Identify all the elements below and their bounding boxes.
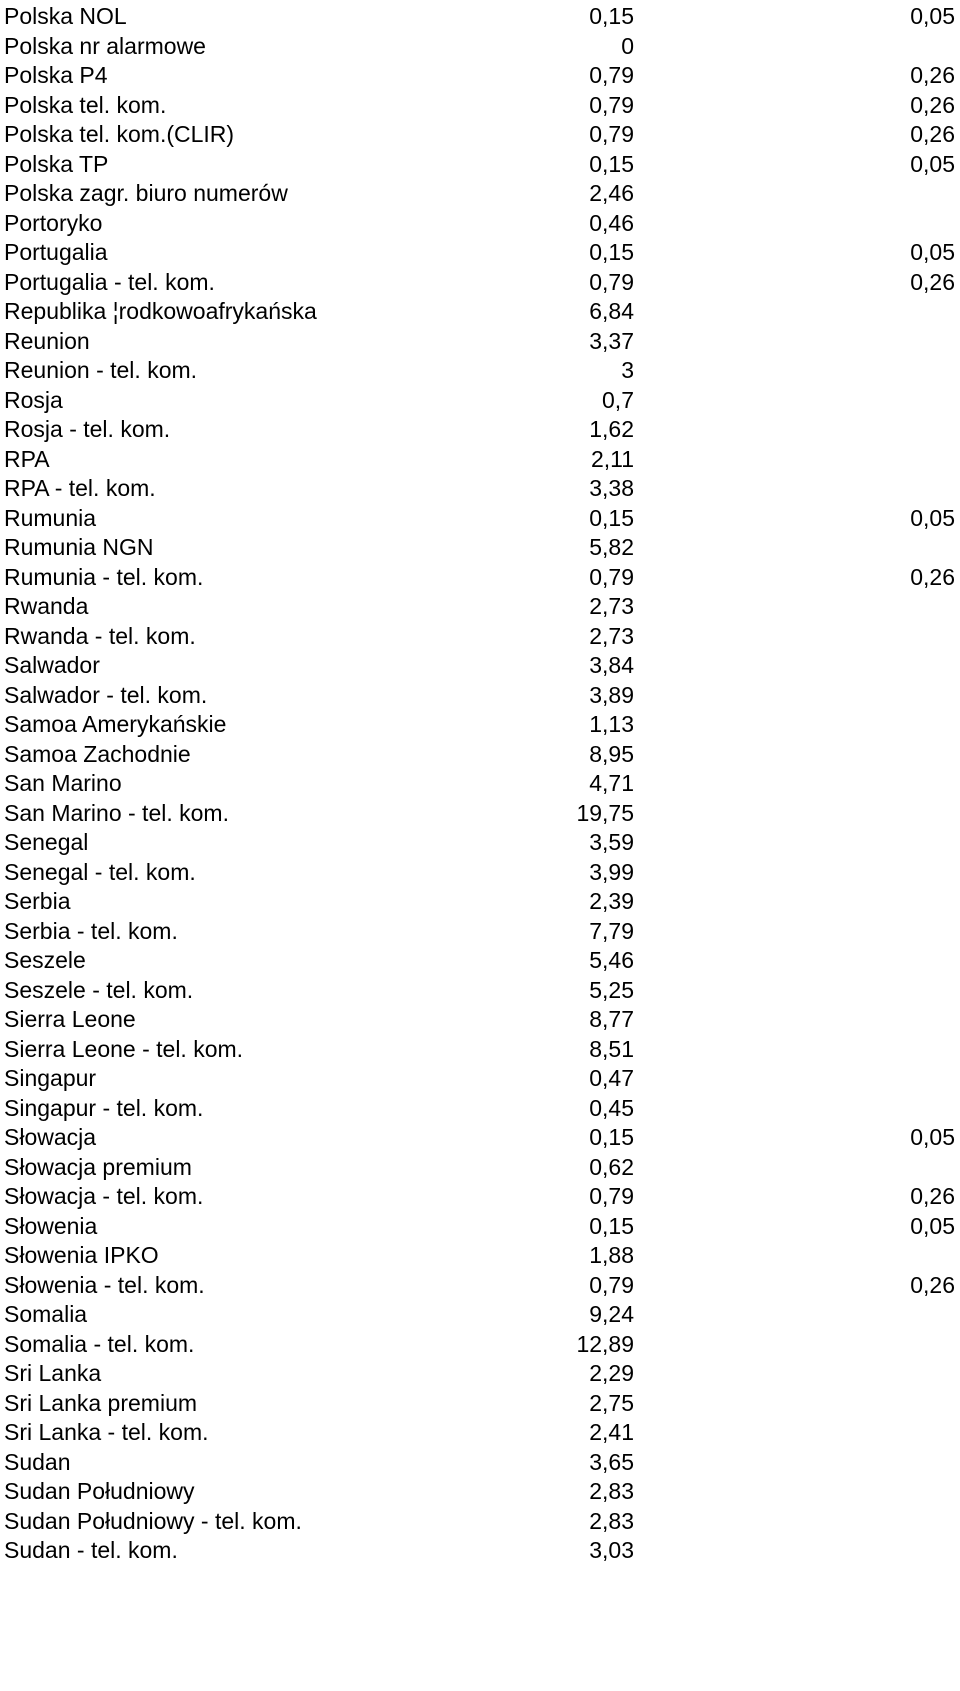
destination-name: Sri Lanka - tel. kom. [4, 1419, 209, 1445]
rate-value: 0,79 [589, 62, 634, 88]
rate-value-secondary: 0,05 [910, 504, 955, 531]
destination-name: Salwador [4, 652, 100, 678]
rate-value: 0,15 [589, 3, 634, 29]
rate-value: 3,03 [589, 1537, 634, 1563]
destination-name: Somalia - tel. kom. [4, 1330, 195, 1357]
table-row [0, 1416, 960, 1448]
rate-value-secondary: 0,26 [910, 121, 955, 147]
table-row [0, 915, 960, 947]
rate-value: 3,99 [589, 858, 634, 885]
destination-name: Polska zagr. biuro numerów [4, 180, 288, 206]
rate-value: 0,79 [589, 563, 634, 590]
table-row [0, 325, 960, 357]
destination-name: Reunion [4, 327, 90, 354]
table-row [0, 1357, 960, 1389]
table-row [0, 590, 960, 622]
table-row [0, 1328, 960, 1360]
rate-value: 3,84 [589, 652, 634, 678]
table-row [0, 708, 960, 740]
table-row [0, 1180, 960, 1212]
destination-name: Samoa Amerykańskie [4, 711, 227, 737]
rate-value: 0,79 [589, 121, 634, 147]
table-row [0, 502, 960, 534]
rate-value: 1,13 [589, 711, 634, 737]
table-row [0, 472, 960, 504]
destination-name: Polska tel. kom.(CLIR) [4, 121, 235, 147]
destination-name: Samoa Zachodnie [4, 740, 191, 767]
rate-value: 2,29 [589, 1360, 634, 1386]
destination-name: Polska TP [4, 150, 109, 177]
table-row [0, 1534, 960, 1566]
table-row [0, 649, 960, 681]
rate-value: 0,15 [589, 1124, 634, 1150]
table-row [0, 679, 960, 711]
table-row [0, 1505, 960, 1537]
rate-value: 1,62 [589, 416, 634, 442]
rate-value-secondary: 0,05 [910, 239, 955, 265]
table-row [0, 413, 960, 445]
rate-value: 8,77 [589, 1006, 634, 1032]
rate-value: 12,89 [576, 1330, 634, 1357]
table-row [0, 561, 960, 593]
rate-value: 3,59 [589, 829, 634, 855]
rate-value: 2,83 [589, 1478, 634, 1504]
rate-value: 0,47 [589, 1065, 634, 1091]
destination-name: Singapur [4, 1065, 97, 1091]
rate-value: 3,65 [589, 1448, 634, 1475]
table-row [0, 797, 960, 829]
table-row [0, 1298, 960, 1330]
destination-name: Słowenia - tel. kom. [4, 1271, 205, 1298]
table-row [0, 266, 960, 298]
rate-value: 2,41 [589, 1419, 634, 1445]
destination-name: Singapur - tel. kom. [4, 1094, 204, 1121]
rate-value: 2,73 [589, 593, 634, 619]
destination-name: Słowenia IPKO [4, 1242, 159, 1268]
table-row [0, 148, 960, 180]
table-row [0, 1092, 960, 1124]
table-row [0, 30, 960, 62]
rate-value: 2,75 [589, 1389, 634, 1416]
rate-value: 0 [621, 32, 634, 59]
rate-value: 2,73 [589, 622, 634, 649]
rate-value: 1,88 [589, 1242, 634, 1268]
destination-name: Rumunia [4, 504, 97, 531]
rate-value: 3,37 [589, 327, 634, 354]
destination-name: RPA - tel. kom. [4, 475, 156, 501]
destination-name: Rwanda - tel. kom. [4, 622, 196, 649]
rate-value: 4,71 [589, 770, 634, 796]
destination-name: RPA [4, 445, 50, 472]
destination-name: San Marino - tel. kom. [4, 799, 229, 826]
rate-value-secondary: 0,26 [910, 268, 955, 295]
rate-value: 0,15 [589, 150, 634, 177]
table-row [0, 885, 960, 917]
rate-value: 2,11 [590, 445, 634, 472]
rate-value: 0,79 [589, 1271, 634, 1298]
rate-value: 0,62 [589, 1153, 634, 1180]
rate-value: 8,51 [589, 1035, 634, 1062]
destination-name: Polska NOL [4, 3, 127, 29]
table-row [0, 974, 960, 1006]
destination-name: Słowacja premium [4, 1153, 192, 1180]
table-row [0, 443, 960, 475]
rate-value-secondary: 0,26 [910, 1183, 955, 1209]
table-row [0, 354, 960, 386]
destination-name: Serbia - tel. kom. [4, 917, 178, 944]
rate-value: 5,46 [589, 947, 634, 973]
rate-value: 7,79 [589, 917, 634, 944]
table-row [0, 1003, 960, 1035]
destination-name: Sudan - tel. kom. [4, 1537, 178, 1563]
destination-name: Portoryko [4, 209, 103, 236]
rate-value: 2,39 [589, 888, 634, 914]
table-row [0, 59, 960, 91]
rate-value-secondary: 0,26 [910, 62, 955, 88]
rate-value: 5,82 [589, 534, 634, 560]
table-row [0, 1210, 960, 1242]
destination-name: Rumunia NGN [4, 534, 154, 560]
destination-name: Rwanda [4, 593, 89, 619]
rate-value: 3,89 [589, 681, 634, 708]
table-row [0, 767, 960, 799]
table-row [0, 1446, 960, 1478]
rate-value: 3,38 [589, 475, 634, 501]
table-row [0, 1239, 960, 1271]
rate-value-secondary: 0,05 [910, 150, 955, 177]
rate-value-secondary: 0,26 [910, 1271, 955, 1298]
destination-name: Senegal - tel. kom. [4, 858, 196, 885]
destination-name: Portugalia [4, 239, 108, 265]
rate-value: 0,15 [589, 239, 634, 265]
destination-name: San Marino [4, 770, 122, 796]
rate-value: 0,46 [589, 209, 634, 236]
table-row [0, 384, 960, 416]
destination-name: Sierra Leone - tel. kom. [4, 1035, 244, 1062]
destination-name: Rosja - tel. kom. [4, 416, 171, 442]
rate-value: 0,15 [589, 504, 634, 531]
rate-value-secondary: 0,05 [910, 3, 955, 29]
destination-name: Senegal [4, 829, 89, 855]
rate-value-secondary: 0,05 [910, 1124, 955, 1150]
destination-name: Reunion - tel. kom. [4, 357, 198, 383]
table-row [0, 620, 960, 652]
destination-name: Sudan [4, 1448, 71, 1475]
table-row [0, 1062, 960, 1094]
destination-name: Sri Lanka [4, 1360, 102, 1386]
rate-value: 8,95 [589, 740, 634, 767]
table-row [0, 236, 960, 268]
destination-name: Seszele [4, 947, 86, 973]
destination-name: Sierra Leone [4, 1006, 136, 1032]
table-row [0, 738, 960, 770]
destination-name: Słowacja - tel. kom. [4, 1183, 204, 1209]
table-row [0, 1269, 960, 1301]
destination-name: Serbia [4, 888, 71, 914]
table-row [0, 1475, 960, 1507]
table-row [0, 944, 960, 976]
destination-name: Rumunia - tel. kom. [4, 563, 204, 590]
destination-name: Somalia [4, 1301, 88, 1327]
destination-name: Polska tel. kom. [4, 91, 167, 118]
rate-value-secondary: 0,26 [910, 91, 955, 118]
destination-name: Portugalia - tel. kom. [4, 268, 215, 295]
table-row [0, 1121, 960, 1153]
rate-value: 5,25 [589, 976, 634, 1003]
rate-value-secondary: 0,26 [910, 563, 955, 590]
destination-name: Sudan Południowy [4, 1478, 195, 1504]
rate-value: 3 [621, 357, 634, 383]
rate-value: 0,79 [589, 91, 634, 118]
table-row [0, 531, 960, 563]
rate-value: 6,84 [589, 298, 634, 324]
rate-value: 0,79 [589, 268, 634, 295]
table-row [0, 118, 960, 150]
destination-name: Polska nr alarmowe [4, 32, 206, 59]
rate-value-secondary: 0,05 [910, 1212, 955, 1239]
destination-name: Seszele - tel. kom. [4, 976, 194, 1003]
destination-name: Rosja [4, 386, 63, 413]
table-row [0, 207, 960, 239]
destination-name: Słowacja [4, 1124, 97, 1150]
rate-value: 2,46 [589, 180, 634, 206]
rate-value: 9,24 [589, 1301, 634, 1327]
table-row [0, 1033, 960, 1065]
table-row [0, 89, 960, 121]
table-row [0, 177, 960, 209]
destination-name: Republika ¦rodkowoafrykańska [4, 298, 317, 324]
table-row [0, 856, 960, 888]
rate-value: 19,75 [576, 799, 634, 826]
rate-value: 2,83 [589, 1507, 634, 1534]
table-row [0, 295, 960, 327]
rate-value: 0,15 [589, 1212, 634, 1239]
table-row [0, 1151, 960, 1183]
destination-name: Polska P4 [4, 62, 108, 88]
table-row [0, 826, 960, 858]
destination-name: Salwador - tel. kom. [4, 681, 208, 708]
destination-name: Sudan Południowy - tel. kom. [4, 1507, 302, 1534]
rate-value: 0,79 [589, 1183, 634, 1209]
rate-value: 0,45 [589, 1094, 634, 1121]
destination-name: Sri Lanka premium [4, 1389, 198, 1416]
table-row [0, 0, 960, 32]
table-row [0, 1387, 960, 1419]
destination-name: Słowenia [4, 1212, 98, 1239]
rate-value: 0,7 [602, 386, 634, 413]
